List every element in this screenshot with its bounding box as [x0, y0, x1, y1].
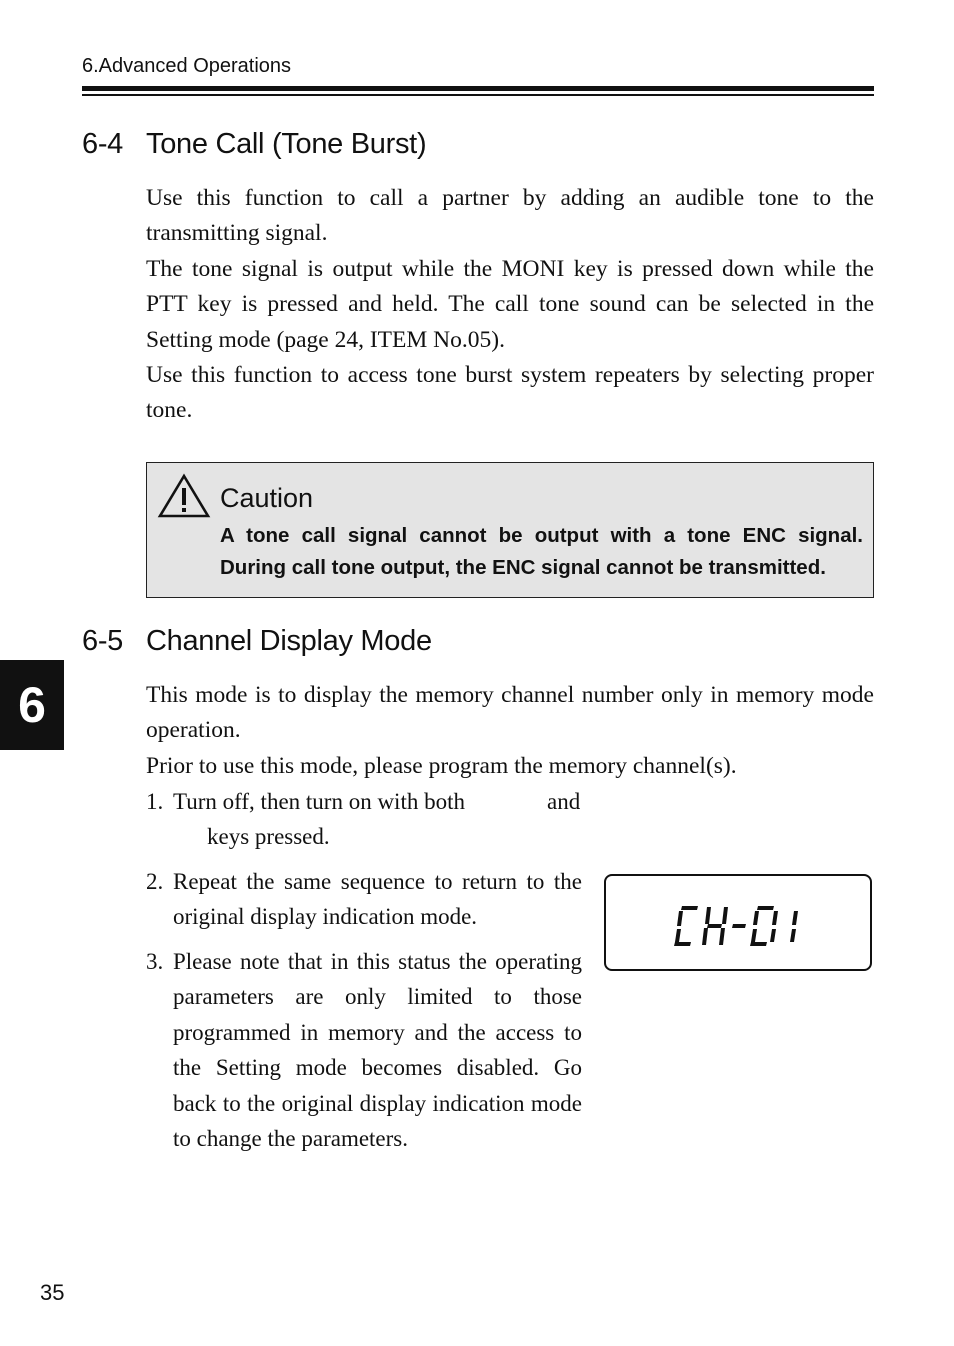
section-6-5-heading	[82, 625, 432, 658]
section-number: 6-5	[82, 625, 124, 657]
caution-line: A tone call signal cannot be output with a tone ENC signal.	[220, 524, 863, 547]
step-1	[146, 784, 582, 855]
section-6-4-heading	[82, 128, 426, 161]
section-title: Channel Display Mode	[146, 625, 432, 657]
warning-triangle-icon	[157, 473, 211, 519]
step-2	[146, 864, 582, 935]
step-number: 3.	[146, 949, 164, 974]
lcd-digit-h	[702, 907, 728, 945]
running-head: 6.Advanced Operations	[82, 55, 292, 77]
step-text: keys pressed.	[207, 824, 330, 850]
header-rule-thick	[82, 86, 874, 91]
lcd-digit-1	[790, 911, 798, 942]
paragraph: Prior to use this mode, please program the memory channel(s).	[146, 752, 737, 779]
caution-line: During call tone output, the ENC signal cannot be transmitted.	[220, 556, 826, 579]
page-number: 35	[40, 1280, 65, 1305]
step-line	[173, 784, 582, 819]
lcd-display	[604, 874, 872, 971]
section-number: 6-4	[82, 128, 124, 160]
caution-text	[220, 520, 863, 584]
lcd-digit-0	[750, 906, 778, 946]
step-text: Repeat the same sequence to return to the original display indication mode.	[173, 869, 582, 930]
step-text: Please note that in this status the operating parameters are only limited to those programmed in memory and the access to the Setting mode becomes disabled. Go back to the original display indication mode to change the parameters.	[173, 949, 582, 1152]
paragraph: The tone signal is output while the MONI key is pressed down while the PTT key is pressed and held. The call tone sound can be selected in the Setting mode (page 24, ITEM No.05).	[146, 255, 874, 353]
step-3	[146, 944, 582, 1156]
section-title: Tone Call (Tone Burst)	[146, 128, 427, 160]
section-6-4-body	[146, 181, 874, 429]
step-number: 2.	[146, 869, 164, 894]
section-6-5-body	[146, 678, 874, 784]
header-rule-thin	[82, 94, 874, 96]
lcd-dash	[732, 924, 746, 928]
caution-box	[146, 462, 874, 598]
chapter-tab: 6	[0, 660, 64, 750]
step-number: 1.	[146, 789, 164, 814]
step-text: and	[547, 789, 581, 814]
paragraph: This mode is to display the memory channel number only in memory mode operation.	[146, 682, 874, 744]
lcd-segments	[606, 876, 870, 969]
paragraph: Use this function to access tone burst system repeaters by selecting proper tone.	[146, 362, 874, 424]
paragraph: Use this function to call a partner by adding an audible tone to the transmitting signal.	[146, 185, 874, 247]
caution-title: Caution	[220, 483, 314, 513]
step-text: Turn off, then turn on with both	[173, 789, 465, 814]
lcd-digit-c	[674, 906, 698, 946]
